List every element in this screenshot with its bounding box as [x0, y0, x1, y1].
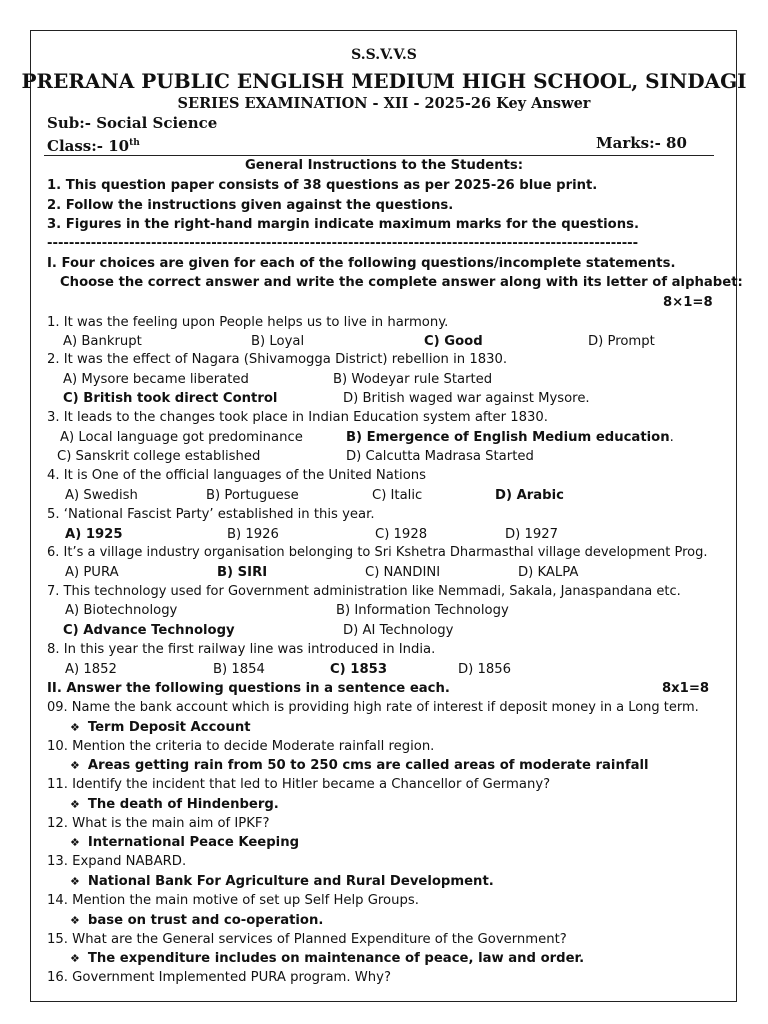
option: D) 1856	[458, 662, 512, 677]
trust-name: S.S.V.V.S	[351, 47, 417, 63]
section1-marks: 8×1=8	[663, 295, 713, 310]
option: A) Mysore became liberated	[63, 372, 249, 387]
question-text: 5. ‘National Fascist Party’ established in this year.	[47, 507, 375, 522]
correct-option: C) British took direct Control	[63, 391, 278, 406]
question-text: 1. It was the feeling upon People helps us to live in harmony.	[47, 315, 449, 330]
instructions-title: General Instructions to the Students:	[244, 158, 524, 173]
marks-total: Marks:- 80	[596, 134, 687, 152]
divider: ------------------------------------------------------------------------------------------------------------	[47, 236, 639, 251]
question-text: 10. Mention the criteria to decide Moderate rainfall region.	[47, 739, 435, 754]
option: D) KALPA	[518, 565, 579, 580]
correct-option: B) Emergence of English Medium education.	[346, 430, 674, 445]
option: B) Wodeyar rule Started	[333, 372, 493, 387]
instruction-item: 2. Follow the instructions given against the questions.	[47, 198, 454, 213]
diamond-bullet-icon: ❖	[70, 798, 80, 811]
diamond-bullet-icon: ❖	[70, 952, 80, 965]
question-text: 16. Government Implemented PURA program. Why?	[47, 970, 391, 985]
diamond-bullet-icon: ❖	[70, 875, 80, 888]
instruction-item: 3. Figures in the right-hand margin indicate maximum marks for the questions.	[47, 217, 639, 232]
option: D) British waged war against Mysore.	[343, 391, 590, 406]
question-text: 15. What are the General services of Planned Expenditure of the Government?	[47, 932, 567, 947]
option: B) Information Technology	[336, 603, 509, 618]
option: A) Local language got predominance	[60, 430, 303, 445]
option: B) Portuguese	[206, 488, 299, 503]
correct-option: C) 1853	[330, 662, 387, 677]
option: A) PURA	[65, 565, 119, 580]
option: B) Loyal	[251, 334, 305, 349]
instruction-item: 1. This question paper consists of 38 questions as per 2025-26 blue print.	[47, 178, 598, 193]
option: C) NANDINI	[365, 565, 441, 580]
option: C) Italic	[372, 488, 423, 503]
section2-heading: II. Answer the following questions in a sentence each.	[47, 681, 450, 696]
option: A) Biotechnology	[65, 603, 178, 618]
option: D) AI Technology	[343, 623, 454, 638]
subject: Sub:- Social Science	[47, 114, 218, 132]
option: D) 1927	[505, 527, 559, 542]
answer: ❖ The death of Hindenberg.	[70, 797, 279, 812]
correct-option: C) Good	[424, 334, 483, 349]
question-text: 8. In this year the first railway line was introduced in India.	[47, 642, 436, 657]
question-text: 2. It was the effect of Nagara (Shivamogga District) rebellion in 1830.	[47, 352, 508, 367]
answer: ❖ International Peace Keeping	[70, 835, 300, 850]
diamond-bullet-icon: ❖	[70, 836, 80, 849]
section1-heading: I. Four choices are given for each of the following questions/incomplete statements.	[47, 256, 676, 271]
correct-option: B) SIRI	[217, 565, 268, 580]
option: A) Bankrupt	[63, 334, 142, 349]
answer: ❖ The expenditure includes on maintenance of peace, law and order.	[70, 951, 585, 966]
option: A) Swedish	[65, 488, 138, 503]
diamond-bullet-icon: ❖	[70, 759, 80, 772]
question-text: 4. It is One of the official languages of the United Nations	[47, 468, 426, 483]
header-rule	[44, 155, 714, 156]
question-text: 7. This technology used for Government administration like Nemmadi, Sakala, Janaspandana etc.	[47, 584, 681, 599]
correct-option: D) Arabic	[495, 488, 564, 503]
question-text: 11. Identify the incident that led to Hitler became a Chancellor of Germany?	[47, 777, 551, 792]
option: C) Sanskrit college established	[57, 449, 261, 464]
option: B) 1926	[227, 527, 279, 542]
question-text: 13. Expand NABARD.	[47, 854, 187, 869]
answer: ❖ base on trust and co-operation.	[70, 913, 324, 928]
answer: ❖ National Bank For Agriculture and Rural Development.	[70, 874, 494, 889]
section2-marks: 8x1=8	[662, 681, 710, 696]
option: A) 1852	[65, 662, 117, 677]
diamond-bullet-icon: ❖	[70, 721, 80, 734]
class-label: Class:- 10th	[47, 137, 140, 155]
section1-heading2: Choose the correct answer and write the complete answer along with its letter of alphabet:	[60, 275, 743, 290]
question-text: 14. Mention the main motive of set up Self Help Groups.	[47, 893, 419, 908]
diamond-bullet-icon: ❖	[70, 914, 80, 927]
answer: ❖ Areas getting rain from 50 to 250 cms are called areas of moderate rainfall	[70, 758, 649, 773]
question-text: 6. It’s a village industry organisation belonging to Sri Kshetra Dharmasthal village development Prog.	[47, 545, 708, 560]
school-name: PRERANA PUBLIC ENGLISH MEDIUM HIGH SCHOOL, SINDAGI	[21, 69, 747, 93]
option: D) Prompt	[588, 334, 655, 349]
correct-option: C) Advance Technology	[63, 623, 235, 638]
option: C) 1928	[375, 527, 428, 542]
correct-option: A) 1925	[65, 527, 123, 542]
question-text: 09. Name the bank account which is providing high rate of interest if deposit money in a Long term.	[47, 700, 699, 715]
exam-title: SERIES EXAMINATION - XII - 2025-26 Key Answer	[177, 95, 591, 112]
option: B) 1854	[213, 662, 265, 677]
answer: ❖ Term Deposit Account	[70, 720, 251, 735]
question-text: 12. What is the main aim of IPKF?	[47, 816, 270, 831]
question-text: 3. It leads to the changes took place in Indian Education system after 1830.	[47, 410, 548, 425]
option: D) Calcutta Madrasa Started	[346, 449, 534, 464]
